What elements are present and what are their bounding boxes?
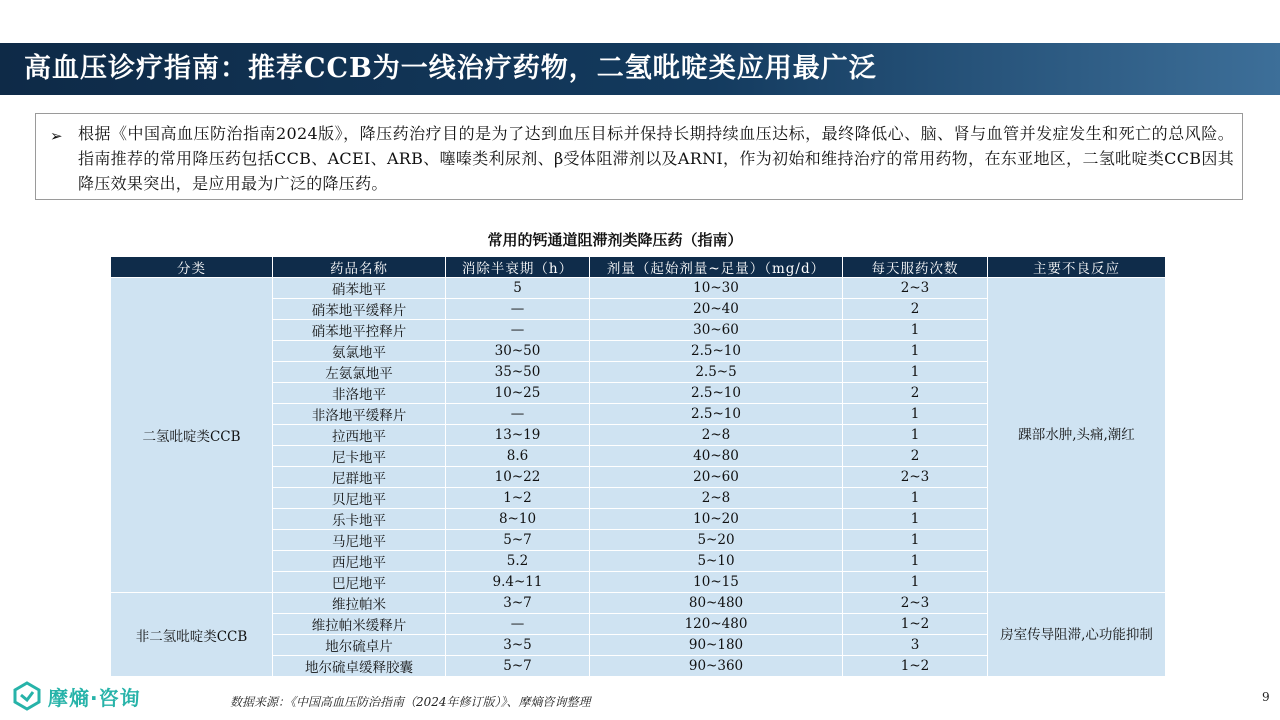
dose-cell: 5~10 (590, 551, 843, 572)
dose-cell: 2.5~10 (590, 341, 843, 362)
times-cell: 1 (843, 509, 988, 530)
table-body (111, 278, 1166, 677)
half-life-cell: 30~50 (446, 341, 590, 362)
brand-logo-text: 摩熵·咨询 (48, 685, 141, 710)
dose-cell: 90~360 (590, 656, 843, 677)
dose-cell: 5~20 (590, 530, 843, 551)
times-cell: 2 (843, 299, 988, 320)
times-cell: 1 (843, 551, 988, 572)
drug-name-cell: 地尔硫卓片 (273, 635, 446, 656)
half-life-cell: 9.4~11 (446, 572, 590, 593)
times-cell: 1~2 (843, 614, 988, 635)
dose-cell: 2.5~10 (590, 404, 843, 425)
header-dose: 剂量（起始剂量~足量）（mg/d） (590, 257, 843, 278)
dose-cell: 2.5~10 (590, 383, 843, 404)
drug-name-cell: 非洛地平缓释片 (273, 404, 446, 425)
times-cell: 1 (843, 404, 988, 425)
half-life-cell: 10~25 (446, 383, 590, 404)
half-life-cell: 5~7 (446, 656, 590, 677)
intro-box (35, 113, 1243, 200)
table-header-row (111, 257, 1166, 278)
dose-cell: 90~180 (590, 635, 843, 656)
times-cell: 1 (843, 488, 988, 509)
half-life-cell: 3~5 (446, 635, 590, 656)
table-row (111, 278, 1166, 299)
times-cell: 1 (843, 530, 988, 551)
dose-cell: 20~60 (590, 467, 843, 488)
times-cell: 2 (843, 383, 988, 404)
page-number: 9 (1262, 690, 1270, 704)
side-effects-cell: 踝部水肿,头痛,潮红 (988, 278, 1166, 593)
half-life-cell: 5~7 (446, 530, 590, 551)
dose-cell: 2~8 (590, 425, 843, 446)
header-side-effects: 主要不良反应 (988, 257, 1166, 278)
drug-name-cell: 地尔硫卓缓释胶囊 (273, 656, 446, 677)
intro-text: 根据《中国高血压防治指南2024版》，降压药治疗目的是为了达到血压目标并保持长期持续血压达标，最终降低心、脑、肾与血管并发症发生和死亡的总风险。指南推荐的常用降压药包括CCB、ACEI、ARB、噻嗪类利尿剂、β受体阻滞剂以及ARNI，作为初始和维持治疗的常用药物，在东亚地区，二氢吡啶类CCB因其降压效果突出，是应用最为广泛的降压药。 (78, 124, 1234, 193)
times-cell: 1 (843, 362, 988, 383)
half-life-cell: 10~22 (446, 467, 590, 488)
times-cell: 2~3 (843, 467, 988, 488)
dose-cell: 20~40 (590, 299, 843, 320)
half-life-cell: 8.6 (446, 446, 590, 467)
drug-name-cell: 西尼地平 (273, 551, 446, 572)
drug-name-cell: 尼群地平 (273, 467, 446, 488)
drug-name-cell: 硝苯地平控释片 (273, 320, 446, 341)
dose-cell: 10~30 (590, 278, 843, 299)
dose-cell: 80~480 (590, 593, 843, 614)
half-life-cell: — (446, 614, 590, 635)
half-life-cell: — (446, 299, 590, 320)
drug-name-cell: 乐卡地平 (273, 509, 446, 530)
half-life-cell: 1~2 (446, 488, 590, 509)
table-title: 常用的钙通道阻滞剂类降压药（指南） (487, 231, 743, 249)
times-cell: 1~2 (843, 656, 988, 677)
brand-logo-icon (12, 681, 42, 711)
category-cell: 非二氢吡啶类CCB (111, 593, 273, 677)
half-life-cell: — (446, 404, 590, 425)
dose-cell: 40~80 (590, 446, 843, 467)
page-title: 高血压诊疗指南：推荐CCB为一线治疗药物，二氢吡啶类应用最广泛 (24, 53, 877, 84)
dose-cell: 2~8 (590, 488, 843, 509)
category-cell: 二氢吡啶类CCB (111, 278, 273, 593)
header-category: 分类 (111, 257, 273, 278)
bullet-arrow-icon: ➢ (50, 127, 63, 145)
drug-name-cell: 左氨氯地平 (273, 362, 446, 383)
header-half-life: 消除半衰期（h） (446, 257, 590, 278)
times-cell: 1 (843, 320, 988, 341)
times-cell: 2 (843, 446, 988, 467)
dose-cell: 30~60 (590, 320, 843, 341)
drug-name-cell: 马尼地平 (273, 530, 446, 551)
half-life-cell: 8~10 (446, 509, 590, 530)
half-life-cell: 35~50 (446, 362, 590, 383)
header-times: 每天服药次数 (843, 257, 988, 278)
times-cell: 2~3 (843, 593, 988, 614)
drug-name-cell: 贝尼地平 (273, 488, 446, 509)
brand-logo (12, 680, 141, 712)
header-drug: 药品名称 (273, 257, 446, 278)
drug-name-cell: 非洛地平 (273, 383, 446, 404)
half-life-cell: 13~19 (446, 425, 590, 446)
half-life-cell: 3~7 (446, 593, 590, 614)
dose-cell: 10~20 (590, 509, 843, 530)
drug-name-cell: 巴尼地平 (273, 572, 446, 593)
drug-name-cell: 维拉帕米 (273, 593, 446, 614)
times-cell: 1 (843, 572, 988, 593)
drug-name-cell: 硝苯地平 (273, 278, 446, 299)
data-source: 数据来源：《中国高血压防治指南（2024年修订版）》、摩熵咨询整理 (230, 695, 591, 709)
drug-name-cell: 维拉帕米缓释片 (273, 614, 446, 635)
drug-name-cell: 尼卡地平 (273, 446, 446, 467)
times-cell: 1 (843, 425, 988, 446)
drug-name-cell: 拉西地平 (273, 425, 446, 446)
half-life-cell: 5.2 (446, 551, 590, 572)
table-row (111, 593, 1166, 614)
times-cell: 1 (843, 341, 988, 362)
times-cell: 2~3 (843, 278, 988, 299)
ccb-table (110, 256, 1166, 677)
side-effects-cell: 房室传导阻滞,心功能抑制 (988, 593, 1166, 677)
half-life-cell: — (446, 320, 590, 341)
dose-cell: 10~15 (590, 572, 843, 593)
dose-cell: 2.5~5 (590, 362, 843, 383)
times-cell: 3 (843, 635, 988, 656)
dose-cell: 120~480 (590, 614, 843, 635)
title-bar (0, 43, 1280, 95)
half-life-cell: 5 (446, 278, 590, 299)
drug-name-cell: 硝苯地平缓释片 (273, 299, 446, 320)
drug-name-cell: 氨氯地平 (273, 341, 446, 362)
